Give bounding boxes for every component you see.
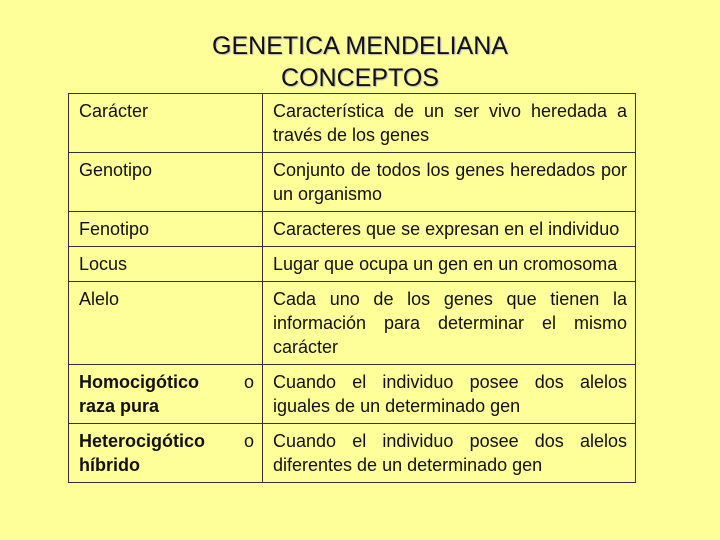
- table-row: [69, 282, 636, 365]
- term-cell: [69, 365, 263, 424]
- concepts-table: [68, 93, 636, 483]
- table-row: [69, 365, 636, 424]
- term-cell: Locus: [69, 247, 263, 282]
- term-join: o: [243, 372, 254, 392]
- term-cell: Alelo: [69, 282, 263, 365]
- term-part-b: raza pura: [79, 396, 160, 416]
- definition-cell: Cuando el individuo posee dos alelos iguales de un determinado gen: [263, 365, 636, 424]
- table-row: [69, 153, 636, 212]
- term-part-a: Heterocigótico: [79, 431, 206, 451]
- definition-cell: Lugar que ocupa un gen en un cromosoma: [263, 247, 636, 282]
- term-cell: Fenotipo: [69, 212, 263, 247]
- term-cell: Carácter: [69, 94, 263, 153]
- definition-cell: Conjunto de todos los genes heredados por un organismo: [263, 153, 636, 212]
- table-row: [69, 94, 636, 153]
- definition-cell: Característica de un ser vivo heredada a través de los genes: [263, 94, 636, 153]
- definition-cell: Caracteres que se expresan en el individuo: [263, 212, 636, 247]
- term-text: [79, 370, 254, 418]
- page-title: [160, 30, 560, 94]
- term-cell: Genotipo: [69, 153, 263, 212]
- term-cell: [69, 424, 263, 483]
- table-row: [69, 247, 636, 282]
- definition-cell: Cuando el individuo posee dos alelos diferentes de un determinado gen: [263, 424, 636, 483]
- definition-cell: Cada uno de los genes que tienen la información para determinar el mismo carácter: [263, 282, 636, 365]
- table-row: [69, 424, 636, 483]
- title-line-1: GENETICA MENDELIANA: [212, 32, 508, 60]
- term-part-b: híbrido: [79, 455, 140, 475]
- term-join: o: [243, 431, 254, 451]
- term-part-a: Homocigótico: [79, 372, 199, 392]
- term-text: [79, 429, 254, 477]
- title-line-2: CONCEPTOS: [281, 64, 439, 92]
- table-row: [69, 212, 636, 247]
